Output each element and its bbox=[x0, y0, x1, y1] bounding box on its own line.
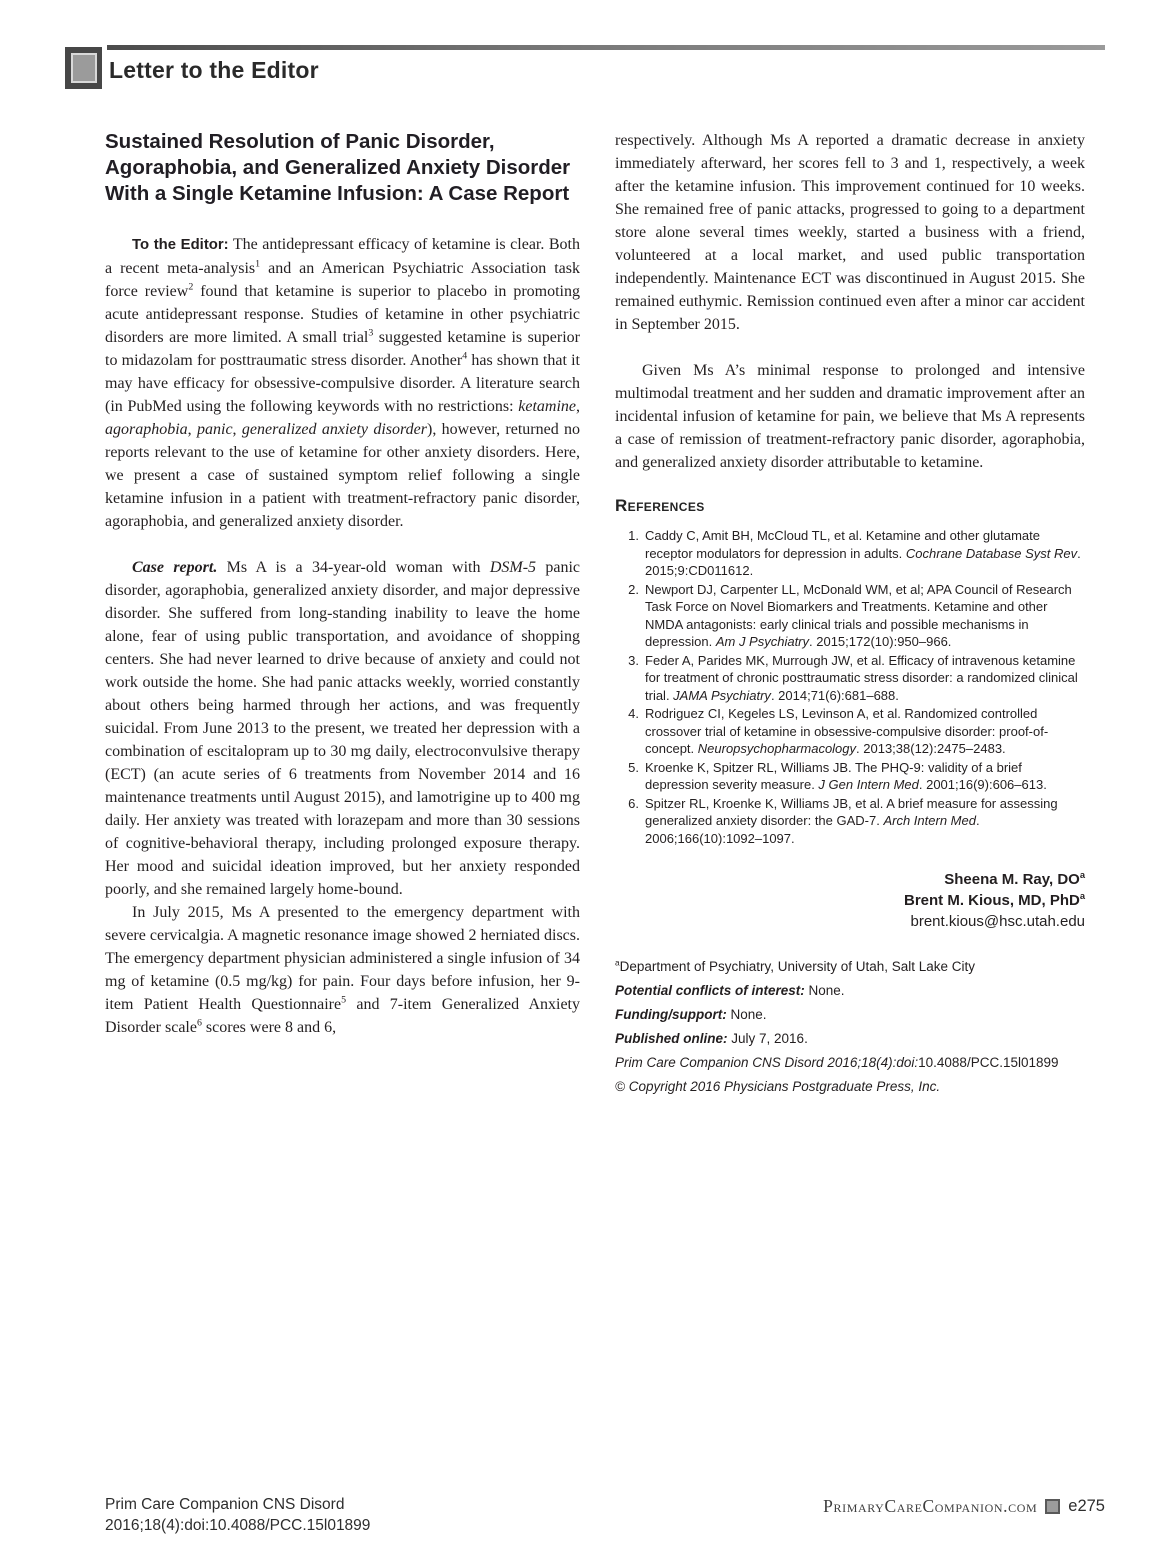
left-column bbox=[105, 129, 580, 1102]
footer-site-name: PrimaryCareCompanion.com bbox=[823, 1496, 1038, 1516]
references-heading: References bbox=[615, 496, 705, 515]
footer-page-number: e275 bbox=[1068, 1497, 1105, 1515]
masthead-right bbox=[107, 45, 1105, 84]
footnote-affiliation: $^a$Department of Psychiatry, University of Utah, Salt Lake City bbox=[615, 957, 976, 974]
reference-item: Newport DJ, Carpenter LL, McDonald WM, et al; APA Council of Research Task Force on Novel Biomarkers and Treatments. Ketamine and other NMDA antagonists: early clinical trials and possible mechanisms in depression. Am J Psychiatry. 2015;172(10):950–966. bbox=[645, 581, 1072, 649]
footer-site-block bbox=[823, 1496, 1105, 1517]
page-footer bbox=[105, 1494, 1105, 1536]
reference-item: Feder A, Parides MK, Murrough JW, et al. Efficacy of intravenous ketamine for treatment of chronic posttraumatic stress disorder: a randomized clinical trial. JAMA Psychiatry. 2014;71(6):681–688. bbox=[645, 652, 1078, 703]
footer-journal-info bbox=[105, 1494, 370, 1536]
author-block bbox=[615, 869, 1085, 932]
footnote-funding: Funding/support: None. bbox=[615, 1007, 767, 1022]
section-square-icon bbox=[65, 47, 102, 89]
reference-item: Caddy C, Amit BH, McCloud TL, et al. Ketamine and other glutamate receptor modulators for depression in adults. Cochrane Database Syst Rev. 2015;9:CD011612. bbox=[645, 528, 1081, 578]
article-body bbox=[105, 129, 1105, 1102]
author-name: Sheena M. Ray, $DO^a$ bbox=[944, 870, 1085, 888]
reference-item: Rodriguez CI, Kegeles LS, Levinson A, et al. Randomized controlled crossover trial of ketamine in obsessive-compulsive disorder: proof-of-concept. Neuropsychopharmacology. 2013;38(12):2475–2483. bbox=[645, 706, 1049, 756]
paragraph-to-the-editor: To the Editor: The antidepressant efficacy of ketamine is clear. Both a recent meta-analysis$^1$ and an American Psychiatric Association task force review$^2$ found that ketamine is superior to placebo in promoting acute antidepressant response. Studies of ketamine in other psychiatric disorders are more limited. A small trial$^3$ suggested ketamine is superior to midazolam for posttraumatic stress disorder. Another$^4$ has shown that it may have efficacy for obsessive-compulsive disorder. A literature search (in PubMed using the following keywords with no restrictions: ketamine, agoraphobia, panic, generalized anxiety disorder), however, returned no reports relevant to the use of ketamine for other anxiety disorders. Here, we present a case of sustained symptom relief following a single ketamine infusion in a patient with treatment-refractory panic disorder, agoraphobia, and generalized anxiety disorder. bbox=[105, 236, 581, 530]
footnote-conflicts: Potential conflicts of interest: None. bbox=[615, 983, 845, 998]
footnote-copyright: © Copyright 2016 Physicians Postgraduate Press, Inc. bbox=[615, 1079, 941, 1094]
section-square-icon-inner bbox=[71, 53, 97, 83]
article-title: Sustained Resolution of Panic Disorder, Agoraphobia, and Generalized Anxiety Disorder With a Single Ketamine Infusion: A Case Report bbox=[105, 130, 571, 205]
right-column bbox=[615, 129, 1085, 1102]
paragraph-conclusion: Given Ms A’s minimal response to prolonged and intensive multimodal treatment and her sudden and dramatic improvement after an incidental infusion of ketamine for pain, we believe that Ms A represents a case of remission of treatment-refractory panic disorder, agoraphobia, and generalized anxiety disorder attributable to ketamine. bbox=[615, 362, 1085, 471]
paragraph-july-2015: In July 2015, Ms A presented to the emergency department with severe cervicalgia. A magnetic resonance image showed 2 herniated discs. The emergency department physician administered a single infusion of 34 mg of ketamine (0.5 mg/kg) for pain. Four days before infusion, her 9-item Patient Health Questionnaire$^5$ and 7-item Generalized Anxiety Disorder scale$^6$ scores were 8 and 6, bbox=[105, 904, 581, 1036]
author-email: brent.kious@hsc.utah.edu bbox=[910, 913, 1085, 930]
footnote-published-online: Published online: July 7, 2016. bbox=[615, 1031, 808, 1046]
footer-journal-doi: 2016;18(4):doi:10.4088/PCC.15l01899 bbox=[105, 1517, 371, 1534]
footnote-citation: Prim Care Companion CNS Disord 2016;18(4):doi:10.4088/PCC.15l01899 bbox=[615, 1055, 1059, 1070]
footer-journal-name: Prim Care Companion CNS Disord bbox=[105, 1496, 345, 1513]
section-label: Letter to the Editor bbox=[109, 57, 319, 83]
article-footnotes bbox=[615, 958, 1085, 1096]
reference-item: Kroenke K, Spitzer RL, Williams JB. The PHQ-9: validity of a brief depression severity measure. J Gen Intern Med. 2001;16(9):606–613. bbox=[645, 759, 1047, 792]
paragraph-respectively: respectively. Although Ms A reported a dramatic decrease in anxiety immediately afterward, her scores fell to 3 and 1, respectively, a week after the ketamine infusion. This improvement continued for 10 weeks. She remained free of panic attacks, progressed to going to a department store alone several times weekly, started a business with a friend, volunteered at a local market, and used public transportation independently. Maintenance ECT was discontinued in August 2015. She remained euthymic. Remission continued even after a minor car accident in September 2015. bbox=[615, 132, 1085, 333]
paragraph-case-report: Case report. Ms A is a 34-year-old woman with DSM-5 panic disorder, agoraphobia, generalized anxiety disorder, and major depressive disorder. She suffered from long-standing inability to leave the home alone, fear of using public transportation, and avoidance of shopping centers. She had never learned to drive because of anxiety and could not work outside the home. She had panic attacks weekly, worried constantly about others being harmed through her actions, and was frequently suicidal. From June 2013 to the present, we treated her depression with a combination of escitalopram up to 30 mg daily, electroconvulsive therapy (ECT) (an acute series of 6 treatments from November 2014 and 16 maintenance treatments until August 2015), and lamotrigine up to 400 mg daily. Her anxiety was treated with lorazepam and more than 30 sessions of cognitive-behavioral therapy, including prolonged exposure therapy. Her mood and suicidal ideation improved, but her anxiety responded poorly, and she remained largely home-bound. bbox=[105, 559, 581, 898]
reference-item: Spitzer RL, Kroenke K, Williams JB, et al. A brief measure for assessing generalized anxiety disorder: the GAD-7. Arch Intern Med. 2006;166(10):1092–1097. bbox=[645, 795, 1058, 846]
author-name: Brent M. Kious, MD, PhD$^a$ bbox=[903, 891, 1085, 909]
references-list bbox=[615, 527, 1085, 847]
footer-square-icon bbox=[1045, 1499, 1060, 1514]
header-rule bbox=[107, 45, 1105, 50]
section-header bbox=[65, 45, 1105, 89]
